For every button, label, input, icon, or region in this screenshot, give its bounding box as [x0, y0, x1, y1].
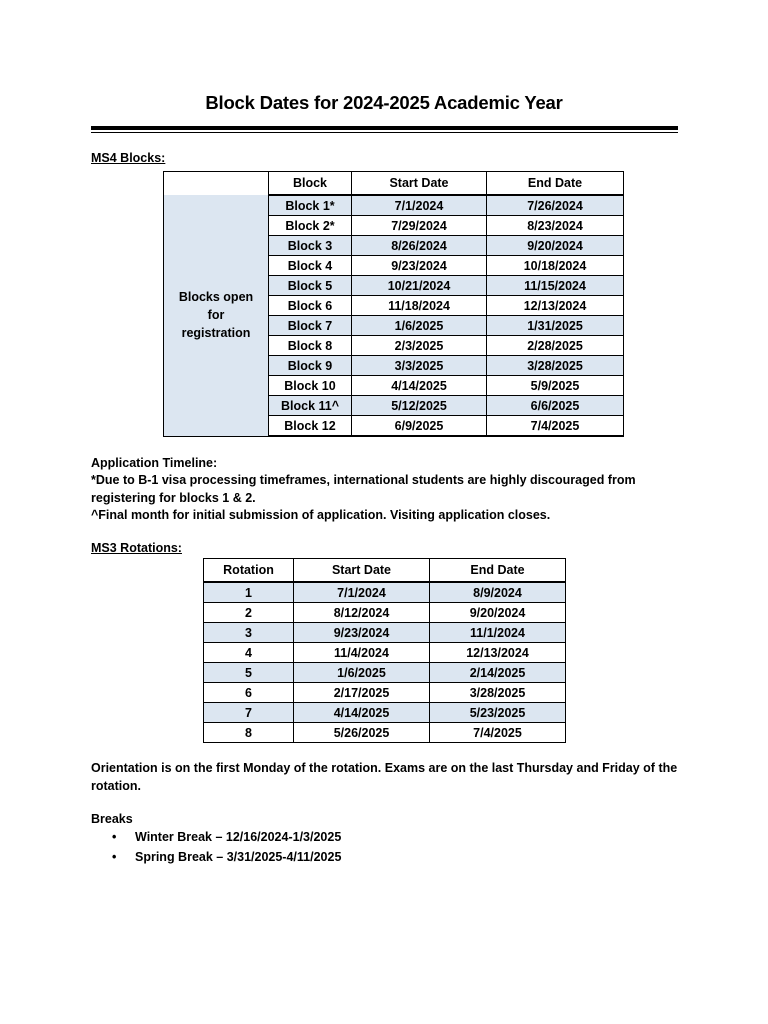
table-row: [204, 643, 566, 663]
list-item: [112, 848, 341, 868]
table-row: [204, 723, 566, 743]
ms3-end-cell: 11/1/2024: [430, 623, 566, 643]
ms4-start-cell: 4/14/2025: [352, 376, 487, 396]
ms4-blocks-table: [163, 171, 624, 437]
ms4-end-cell: 3/28/2025: [487, 356, 624, 376]
ms4-start-cell: 6/9/2025: [352, 416, 487, 437]
ms4-header-block: Block: [269, 172, 352, 196]
table-row: [204, 582, 566, 603]
orientation-note: Orientation is on the first Monday of the rotation. Exams are on the last Thursday and Friday of the rotation.: [91, 761, 678, 793]
ms4-group-label: Blocks open for registration: [164, 195, 269, 436]
ms4-end-cell: 12/13/2024: [487, 296, 624, 316]
ms4-start-cell: 8/26/2024: [352, 236, 487, 256]
ms4-start-cell: 9/23/2024: [352, 256, 487, 276]
title-rule-thick: [91, 126, 678, 130]
ms3-end-cell: 7/4/2025: [430, 723, 566, 743]
ms4-end-cell: 5/9/2025: [487, 376, 624, 396]
ms3-start-cell: 8/12/2024: [294, 603, 430, 623]
ms3-header-end: End Date: [430, 559, 566, 583]
ms4-end-cell: 6/6/2025: [487, 396, 624, 416]
timeline-note-visa: *Due to B-1 visa processing timeframes, international students are highly discouraged from registering for blocks 1 & 2.: [91, 473, 636, 505]
ms3-end-cell: 12/13/2024: [430, 643, 566, 663]
ms4-end-cell: 11/15/2024: [487, 276, 624, 296]
ms4-header-start: Start Date: [352, 172, 487, 196]
ms3-end-cell: 9/20/2024: [430, 603, 566, 623]
ms3-header-row: [204, 559, 566, 583]
break-item-spring: Spring Break – 3/31/2025-4/11/2025: [135, 849, 342, 864]
ms4-block-cell: Block 11^: [269, 396, 352, 416]
ms4-block-cell: Block 9: [269, 356, 352, 376]
ms3-header-start: Start Date: [294, 559, 430, 583]
ms4-end-cell: 1/31/2025: [487, 316, 624, 336]
ms4-block-cell: Block 10: [269, 376, 352, 396]
ms3-rotation-cell: 7: [204, 703, 294, 723]
ms3-start-cell: 7/1/2024: [294, 582, 430, 603]
ms4-block-cell: Block 1*: [269, 195, 352, 216]
ms3-start-cell: 5/26/2025: [294, 723, 430, 743]
table-row: [164, 195, 624, 216]
ms4-end-cell: 2/28/2025: [487, 336, 624, 356]
ms4-start-cell: 5/12/2025: [352, 396, 487, 416]
ms3-rotation-cell: 4: [204, 643, 294, 663]
ms3-rotation-cell: 1: [204, 582, 294, 603]
ms3-rotations-table: [203, 558, 566, 743]
ms3-end-cell: 8/9/2024: [430, 582, 566, 603]
ms4-block-cell: Block 2*: [269, 216, 352, 236]
ms4-block-cell: Block 4: [269, 256, 352, 276]
break-item-winter: Winter Break – 12/16/2024-1/3/2025: [135, 830, 342, 844]
ms3-end-cell: 2/14/2025: [430, 663, 566, 683]
ms4-block-cell: Block 3: [269, 236, 352, 256]
ms3-end-cell: 3/28/2025: [430, 683, 566, 703]
ms3-rotation-cell: 8: [204, 723, 294, 743]
breaks-heading: Breaks: [91, 812, 133, 826]
ms3-header-rotation: Rotation: [204, 559, 294, 583]
ms4-start-cell: 3/3/2025: [352, 356, 487, 376]
ms4-block-cell: Block 5: [269, 276, 352, 296]
ms4-block-cell: Block 6: [269, 296, 352, 316]
ms4-header-end: End Date: [487, 172, 624, 196]
ms4-section-label: MS4 Blocks:: [91, 151, 166, 165]
ms4-start-cell: 11/18/2024: [352, 296, 487, 316]
ms4-header-row: [164, 172, 624, 196]
ms4-corner-cell: [164, 172, 269, 196]
table-row: [204, 663, 566, 683]
ms4-start-cell: 2/3/2025: [352, 336, 487, 356]
ms3-start-cell: 4/14/2025: [294, 703, 430, 723]
ms4-end-cell: 8/23/2024: [487, 216, 624, 236]
ms3-end-cell: 5/23/2025: [430, 703, 566, 723]
ms4-end-cell: 9/20/2024: [487, 236, 624, 256]
ms3-rotation-cell: 3: [204, 623, 294, 643]
ms4-start-cell: 7/29/2024: [352, 216, 487, 236]
table-row: [204, 703, 566, 723]
page-title: Block Dates for 2024-2025 Academic Year: [205, 92, 563, 113]
table-row: [204, 603, 566, 623]
ms4-end-cell: 7/4/2025: [487, 416, 624, 437]
ms4-block-cell: Block 8: [269, 336, 352, 356]
timeline-note-final-month: ^Final month for initial submission of application. Visiting application closes.: [91, 508, 551, 522]
ms3-start-cell: 11/4/2024: [294, 643, 430, 663]
ms4-start-cell: 1/6/2025: [352, 316, 487, 336]
title-rule-thin: [91, 132, 678, 133]
ms4-block-cell: Block 12: [269, 416, 352, 437]
list-item: [112, 828, 341, 848]
ms3-rotation-cell: 5: [204, 663, 294, 683]
bullet-icon: •: [112, 830, 117, 844]
ms3-rotation-cell: 2: [204, 603, 294, 623]
ms3-start-cell: 2/17/2025: [294, 683, 430, 703]
ms4-block-cell: Block 7: [269, 316, 352, 336]
table-row: [204, 623, 566, 643]
application-timeline-heading: Application Timeline:: [91, 456, 218, 470]
ms3-start-cell: 9/23/2024: [294, 623, 430, 643]
bullet-icon: •: [112, 849, 117, 864]
breaks-list: [112, 828, 341, 867]
ms4-end-cell: 10/18/2024: [487, 256, 624, 276]
ms4-end-cell: 7/26/2024: [487, 195, 624, 216]
table-row: [204, 683, 566, 703]
ms4-start-cell: 7/1/2024: [352, 195, 487, 216]
ms3-rotation-cell: 6: [204, 683, 294, 703]
ms4-start-cell: 10/21/2024: [352, 276, 487, 296]
ms3-section-label: MS3 Rotations:: [91, 541, 182, 555]
ms3-start-cell: 1/6/2025: [294, 663, 430, 683]
